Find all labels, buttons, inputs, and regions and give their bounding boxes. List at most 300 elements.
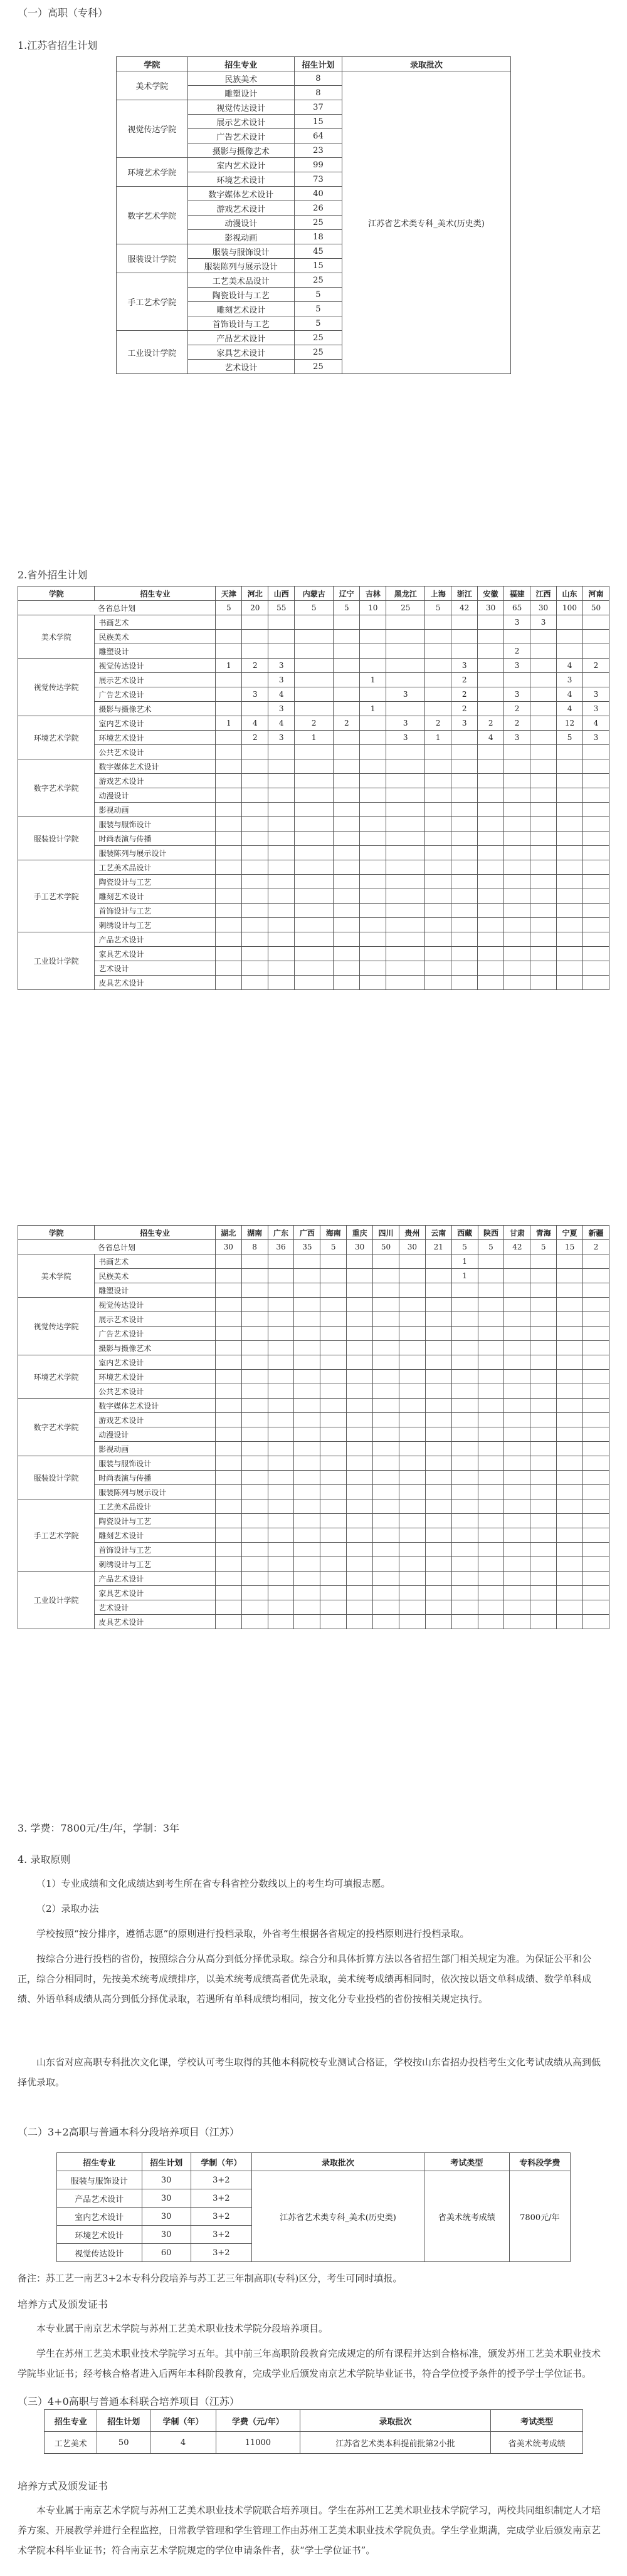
major-cell: 艺术设计 bbox=[95, 961, 216, 976]
sec2-p2: 学生在苏州工艺美术职业技术学院学习五年。其中前三年高职阶段教育完成规定的所有课程并达到合格标准，颁发苏州工艺美术职业技术学院毕业证书；经考核合格者进入后两年本科阶段教育，完成学业后颁发南京艺术学院毕业证书，符合学位授予条件的授予学士学位证书。 bbox=[18, 2348, 601, 2379]
value-cell bbox=[320, 1298, 347, 1312]
value-cell bbox=[530, 1499, 557, 1514]
value-cell bbox=[295, 803, 334, 817]
value-cell bbox=[320, 1254, 347, 1269]
value-cell bbox=[478, 1615, 504, 1629]
value-cell bbox=[242, 803, 268, 817]
value-cell bbox=[583, 1557, 609, 1572]
value-cell bbox=[530, 1312, 557, 1327]
value-cell bbox=[360, 832, 386, 846]
value-cell bbox=[360, 918, 386, 932]
value-cell bbox=[268, 644, 295, 659]
value-cell bbox=[557, 1572, 583, 1586]
plan-cell: 99 bbox=[294, 158, 342, 172]
value-cell bbox=[504, 1557, 530, 1572]
value-cell bbox=[425, 1384, 451, 1399]
value-cell bbox=[425, 1312, 451, 1327]
value-cell bbox=[451, 846, 478, 860]
value-cell bbox=[320, 1399, 347, 1413]
total-cell: 25 bbox=[386, 601, 425, 615]
value-cell bbox=[216, 745, 242, 759]
value-cell bbox=[294, 1499, 320, 1514]
value-cell bbox=[478, 976, 504, 990]
value-cell bbox=[347, 1557, 373, 1572]
t4-col-major: 招生专业 bbox=[57, 2153, 142, 2171]
value-cell bbox=[294, 1312, 320, 1327]
total-cell: 21 bbox=[425, 1240, 451, 1254]
major-cell: 摄影与摄像艺术 bbox=[95, 702, 216, 716]
table-row bbox=[18, 745, 609, 759]
value-cell: 2 bbox=[451, 687, 478, 702]
value-cell bbox=[334, 875, 360, 889]
major-cell: 雕刻艺术设计 bbox=[95, 889, 216, 904]
value-cell bbox=[242, 976, 268, 990]
sec2-title: （二）3+2高职与普通本科分段培养项目（江苏） bbox=[18, 2126, 240, 2138]
value-cell bbox=[295, 759, 334, 774]
total-cell: 15 bbox=[557, 1240, 583, 1254]
years-cell: 3+2 bbox=[191, 2171, 251, 2189]
value-cell: 3 bbox=[451, 659, 478, 673]
value-cell bbox=[451, 1572, 478, 1586]
value-cell bbox=[295, 702, 334, 716]
value-cell bbox=[294, 1471, 320, 1485]
value-cell bbox=[425, 615, 451, 630]
three-plus-two-table bbox=[56, 2152, 571, 2262]
value-cell bbox=[215, 1384, 241, 1399]
value-cell bbox=[583, 1485, 609, 1499]
value-cell bbox=[386, 875, 425, 889]
value-cell bbox=[478, 1543, 504, 1557]
value-cell bbox=[504, 1471, 530, 1485]
value-cell bbox=[530, 1399, 557, 1413]
table-row bbox=[18, 673, 609, 687]
value-cell bbox=[386, 759, 425, 774]
value-cell bbox=[425, 1615, 451, 1629]
value-cell: 3 bbox=[268, 673, 295, 687]
value-cell bbox=[583, 1456, 609, 1471]
value-cell bbox=[320, 1327, 347, 1341]
value-cell bbox=[582, 918, 609, 932]
plan-cell: 30 bbox=[142, 2171, 191, 2189]
value-cell bbox=[241, 1615, 268, 1629]
value-cell bbox=[386, 918, 425, 932]
value-cell bbox=[425, 702, 451, 716]
value-cell bbox=[215, 1471, 241, 1485]
value-cell bbox=[557, 774, 583, 788]
value-cell bbox=[215, 1499, 241, 1514]
plan-cell: 5 bbox=[294, 288, 342, 302]
value-cell bbox=[583, 1312, 609, 1327]
value-cell: 1 bbox=[216, 716, 242, 731]
value-cell bbox=[399, 1341, 425, 1355]
province-header: 甘肃 bbox=[504, 1226, 530, 1240]
value-cell bbox=[373, 1615, 399, 1629]
value-cell bbox=[268, 1586, 294, 1600]
value-cell bbox=[360, 774, 386, 788]
value-cell bbox=[215, 1312, 241, 1327]
value-cell bbox=[294, 1427, 320, 1442]
value-cell: 3 bbox=[386, 687, 425, 702]
value-cell bbox=[347, 1543, 373, 1557]
value-cell bbox=[294, 1254, 320, 1269]
value-cell bbox=[295, 788, 334, 803]
value-cell bbox=[530, 1456, 557, 1471]
value-cell bbox=[583, 1514, 609, 1528]
value-cell bbox=[241, 1399, 268, 1413]
value-cell bbox=[320, 1499, 347, 1514]
value-cell bbox=[504, 1514, 530, 1528]
table-row bbox=[18, 1254, 609, 1269]
value-cell bbox=[557, 803, 583, 817]
province-header: 四川 bbox=[373, 1226, 399, 1240]
value-cell bbox=[334, 615, 360, 630]
value-cell bbox=[478, 932, 504, 947]
value-cell bbox=[334, 832, 360, 846]
value-cell bbox=[320, 1413, 347, 1427]
value-cell bbox=[241, 1413, 268, 1427]
value-cell bbox=[425, 1499, 451, 1514]
value-cell bbox=[478, 803, 504, 817]
value-cell bbox=[320, 1528, 347, 1543]
value-cell bbox=[360, 846, 386, 860]
major-cell: 民族美术 bbox=[187, 71, 294, 86]
table-row bbox=[18, 1269, 609, 1283]
value-cell bbox=[399, 1283, 425, 1298]
value-cell bbox=[268, 817, 295, 832]
value-cell bbox=[478, 1341, 504, 1355]
value-cell bbox=[268, 1471, 294, 1485]
value-cell bbox=[451, 1499, 478, 1514]
value-cell bbox=[530, 1557, 557, 1572]
value-cell bbox=[451, 774, 478, 788]
value-cell bbox=[294, 1442, 320, 1456]
value-cell bbox=[583, 1298, 609, 1312]
value-cell: 4 bbox=[557, 659, 583, 673]
value-cell bbox=[530, 860, 557, 875]
plan-cell: 15 bbox=[294, 259, 342, 273]
value-cell bbox=[216, 947, 242, 961]
value-cell bbox=[425, 1442, 451, 1456]
major-cell: 数字媒体艺术设计 bbox=[95, 1399, 216, 1413]
value-cell bbox=[557, 1341, 583, 1355]
value-cell bbox=[268, 1283, 294, 1298]
table-row bbox=[18, 817, 609, 832]
value-cell bbox=[241, 1572, 268, 1586]
value-cell: 1 bbox=[216, 659, 242, 673]
value-cell bbox=[334, 788, 360, 803]
table-row bbox=[18, 1456, 609, 1471]
value-cell bbox=[504, 1370, 530, 1384]
province-header: 上海 bbox=[425, 587, 451, 601]
plan-cell: 60 bbox=[142, 2244, 191, 2262]
value-cell bbox=[425, 846, 451, 860]
value-cell bbox=[347, 1413, 373, 1427]
value-cell bbox=[294, 1298, 320, 1312]
value-cell: 3 bbox=[504, 687, 530, 702]
value-cell bbox=[478, 875, 504, 889]
value-cell: 3 bbox=[242, 687, 268, 702]
value-cell bbox=[478, 961, 504, 976]
value-cell bbox=[582, 961, 609, 976]
value-cell bbox=[557, 1471, 583, 1485]
major-cell: 皮具艺术设计 bbox=[95, 1615, 216, 1629]
value-cell bbox=[295, 774, 334, 788]
value-cell bbox=[215, 1543, 241, 1557]
value-cell bbox=[425, 759, 451, 774]
value-cell bbox=[583, 1499, 609, 1514]
value-cell bbox=[216, 961, 242, 976]
value-cell bbox=[478, 1298, 504, 1312]
table-row bbox=[18, 1615, 609, 1629]
total-cell: 30 bbox=[215, 1240, 241, 1254]
value-cell bbox=[557, 1514, 583, 1528]
value-cell bbox=[242, 918, 268, 932]
value-cell bbox=[215, 1327, 241, 1341]
value-cell bbox=[451, 976, 478, 990]
value-cell bbox=[241, 1514, 268, 1528]
value-cell bbox=[557, 1283, 583, 1298]
value-cell bbox=[360, 615, 386, 630]
major-cell: 公共艺术设计 bbox=[95, 745, 216, 759]
value-cell bbox=[425, 1456, 451, 1471]
value-cell: 3 bbox=[504, 659, 530, 673]
value-cell bbox=[583, 1269, 609, 1283]
value-cell bbox=[268, 1543, 294, 1557]
value-cell bbox=[399, 1413, 425, 1427]
value-cell bbox=[294, 1283, 320, 1298]
major-cell: 动漫设计 bbox=[95, 1427, 216, 1442]
value-cell bbox=[241, 1269, 268, 1283]
major-cell: 产品艺术设计 bbox=[95, 932, 216, 947]
value-cell bbox=[399, 1615, 425, 1629]
province-header: 陕西 bbox=[478, 1226, 504, 1240]
value-cell bbox=[268, 1427, 294, 1442]
four-plus-zero-table bbox=[44, 2409, 583, 2454]
province-header: 重庆 bbox=[347, 1226, 373, 1240]
value-cell bbox=[451, 832, 478, 846]
value-cell: 3 bbox=[582, 687, 609, 702]
value-cell: 3 bbox=[504, 731, 530, 745]
value-cell bbox=[504, 1442, 530, 1456]
total-cell: 30 bbox=[478, 601, 504, 615]
value-cell bbox=[425, 918, 451, 932]
value-cell bbox=[504, 932, 530, 947]
value-cell bbox=[373, 1399, 399, 1413]
value-cell: 4 bbox=[478, 731, 504, 745]
value-cell bbox=[294, 1341, 320, 1355]
value-cell bbox=[268, 1557, 294, 1572]
table-row bbox=[18, 1283, 609, 1298]
major-cell: 产品艺术设计 bbox=[95, 1572, 216, 1586]
value-cell bbox=[268, 832, 295, 846]
value-cell bbox=[582, 817, 609, 832]
table-row bbox=[18, 947, 609, 961]
value-cell bbox=[530, 1615, 557, 1629]
major-cell: 时尚表演与传播 bbox=[95, 1471, 216, 1485]
value-cell bbox=[294, 1485, 320, 1499]
value-cell bbox=[373, 1370, 399, 1384]
plan-cell: 26 bbox=[294, 201, 342, 216]
value-cell bbox=[215, 1298, 241, 1312]
value-cell bbox=[347, 1586, 373, 1600]
value-cell bbox=[215, 1615, 241, 1629]
value-cell bbox=[216, 615, 242, 630]
table-row bbox=[18, 1557, 609, 1572]
value-cell bbox=[241, 1341, 268, 1355]
province-header: 内蒙古 bbox=[295, 587, 334, 601]
value-cell bbox=[386, 961, 425, 976]
major-cell: 动漫设计 bbox=[95, 788, 216, 803]
value-cell bbox=[268, 788, 295, 803]
value-cell bbox=[241, 1543, 268, 1557]
value-cell bbox=[425, 976, 451, 990]
value-cell bbox=[504, 1586, 530, 1600]
province-header: 黑龙江 bbox=[386, 587, 425, 601]
value-cell bbox=[530, 716, 557, 731]
value-cell bbox=[582, 860, 609, 875]
major-cell: 工艺美术品设计 bbox=[187, 273, 294, 288]
major-cell: 环境艺术设计 bbox=[95, 1370, 216, 1384]
value-cell bbox=[478, 1370, 504, 1384]
t4-col-exam: 考试类型 bbox=[424, 2153, 510, 2171]
value-cell bbox=[386, 832, 425, 846]
value-cell bbox=[425, 1471, 451, 1485]
value-cell bbox=[295, 918, 334, 932]
t5-plan: 50 bbox=[97, 2432, 150, 2454]
value-cell bbox=[268, 803, 295, 817]
major-cell: 产品艺术设计 bbox=[57, 2189, 142, 2208]
value-cell bbox=[425, 1254, 451, 1269]
table-row bbox=[18, 1499, 609, 1514]
value-cell bbox=[530, 846, 557, 860]
value-cell bbox=[373, 1413, 399, 1427]
major-cell: 影视动画 bbox=[95, 803, 216, 817]
value-cell bbox=[360, 932, 386, 947]
value-cell bbox=[504, 1543, 530, 1557]
value-cell bbox=[530, 947, 557, 961]
col-major: 招生专业 bbox=[187, 57, 294, 71]
value-cell bbox=[320, 1456, 347, 1471]
major-cell: 影视动画 bbox=[95, 1442, 216, 1456]
school-cell: 美术学院 bbox=[18, 1254, 95, 1298]
value-cell bbox=[334, 904, 360, 918]
value-cell bbox=[294, 1269, 320, 1283]
major-cell: 视觉传达设计 bbox=[95, 659, 216, 673]
value-cell bbox=[268, 1442, 294, 1456]
value-cell bbox=[242, 759, 268, 774]
admission-p5: 山东省对应高职专科批次文化课，学校认可考生取得的其他本科院校专业测试合格证，学校按山东省招办投档考生文化考试成绩从高到低择优录取。 bbox=[18, 2057, 601, 2088]
value-cell bbox=[215, 1586, 241, 1600]
value-cell bbox=[478, 687, 504, 702]
value-cell bbox=[360, 759, 386, 774]
value-cell bbox=[504, 1341, 530, 1355]
province-header: 山东 bbox=[557, 587, 583, 601]
value-cell bbox=[451, 1514, 478, 1528]
out-plan-title: 2.省外招生计划 bbox=[18, 569, 88, 581]
major-cell: 公共艺术设计 bbox=[95, 1384, 216, 1399]
value-cell bbox=[530, 1341, 557, 1355]
value-cell bbox=[582, 673, 609, 687]
value-cell bbox=[557, 860, 583, 875]
value-cell bbox=[360, 817, 386, 832]
value-cell bbox=[360, 947, 386, 961]
value-cell bbox=[451, 1341, 478, 1355]
value-cell bbox=[478, 1528, 504, 1543]
value-cell bbox=[360, 687, 386, 702]
value-cell bbox=[557, 615, 583, 630]
value-cell bbox=[241, 1327, 268, 1341]
value-cell bbox=[373, 1283, 399, 1298]
value-cell bbox=[241, 1384, 268, 1399]
value-cell bbox=[373, 1485, 399, 1499]
admission-p2: （2）录取办法 bbox=[36, 1903, 99, 1914]
value-cell bbox=[334, 673, 360, 687]
value-cell bbox=[386, 932, 425, 947]
value-cell bbox=[294, 1456, 320, 1471]
table-row bbox=[18, 774, 609, 788]
value-cell bbox=[583, 1528, 609, 1543]
value-cell bbox=[295, 889, 334, 904]
value-cell bbox=[399, 1600, 425, 1615]
total-cell: 5 bbox=[530, 1240, 557, 1254]
value-cell bbox=[216, 932, 242, 947]
value-cell bbox=[451, 1543, 478, 1557]
major-cell: 家具艺术设计 bbox=[95, 947, 216, 961]
sec3-sub: 培养方式及颁发证书 bbox=[18, 2480, 108, 2492]
value-cell bbox=[242, 961, 268, 976]
table-row bbox=[18, 731, 609, 745]
value-cell bbox=[373, 1254, 399, 1269]
value-cell bbox=[399, 1298, 425, 1312]
value-cell bbox=[451, 1327, 478, 1341]
value-cell bbox=[242, 875, 268, 889]
province-header: 福建 bbox=[504, 587, 530, 601]
value-cell bbox=[530, 976, 557, 990]
value-cell bbox=[478, 832, 504, 846]
total-cell: 30 bbox=[530, 601, 557, 615]
value-cell bbox=[530, 1384, 557, 1399]
value-cell bbox=[478, 1269, 504, 1283]
value-cell bbox=[530, 644, 557, 659]
value-cell bbox=[294, 1399, 320, 1413]
major-cell: 服装与服饰设计 bbox=[187, 244, 294, 259]
value-cell bbox=[425, 947, 451, 961]
value-cell bbox=[425, 630, 451, 644]
total-cell: 55 bbox=[268, 601, 295, 615]
major-cell: 数字媒体艺术设计 bbox=[95, 759, 216, 774]
value-cell bbox=[399, 1456, 425, 1471]
out-plan-table-2 bbox=[18, 1225, 609, 1629]
value-cell: 1 bbox=[360, 673, 386, 687]
value-cell bbox=[557, 1269, 583, 1283]
value-cell bbox=[478, 1557, 504, 1572]
table-row bbox=[18, 860, 609, 875]
value-cell bbox=[334, 803, 360, 817]
value-cell bbox=[583, 1586, 609, 1600]
value-cell bbox=[268, 1327, 294, 1341]
major-cell: 工艺美术品设计 bbox=[95, 1499, 216, 1514]
school-cell: 服装设计学院 bbox=[18, 1456, 95, 1499]
value-cell bbox=[360, 904, 386, 918]
major-cell: 视觉传达设计 bbox=[95, 1298, 216, 1312]
value-cell: 3 bbox=[582, 731, 609, 745]
value-cell bbox=[268, 1399, 294, 1413]
value-cell bbox=[347, 1312, 373, 1327]
value-cell bbox=[399, 1370, 425, 1384]
table-row bbox=[18, 644, 609, 659]
value-cell bbox=[242, 644, 268, 659]
value-cell bbox=[399, 1514, 425, 1528]
